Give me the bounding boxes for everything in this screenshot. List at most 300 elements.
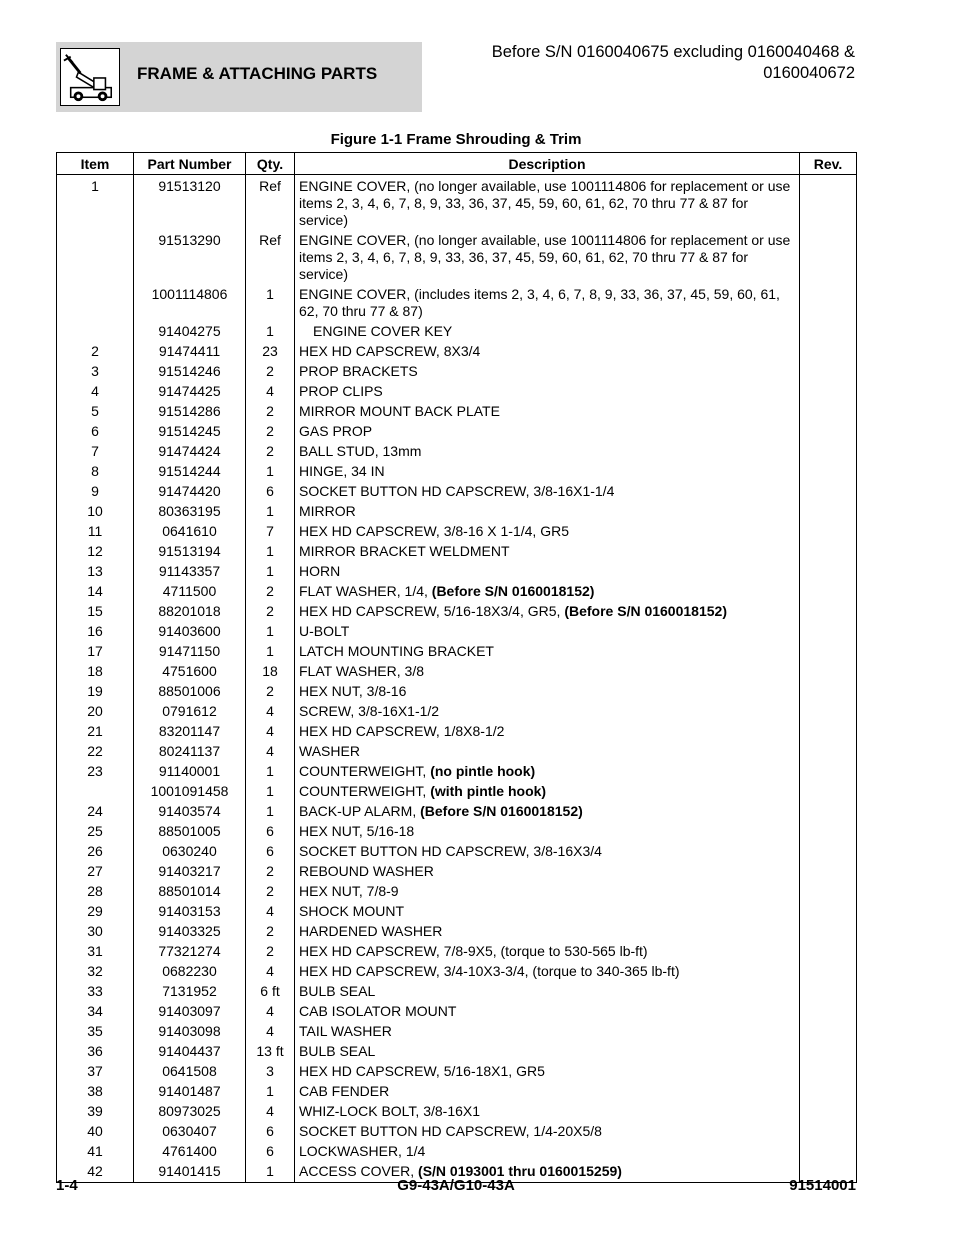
description-cell [295,761,800,781]
description-text: ENGINE COVER, (includes items 2, 3, 4, 6, 7, 8, 9, 33, 36, 37, 45, 59, 60, 61, 62, 70 thru 77 & 87) [299,286,780,319]
rev-cell [800,401,857,421]
table-row [57,741,857,761]
qty-cell: 4 [246,961,295,981]
item-cell: 37 [57,1061,134,1081]
part-number-cell: 91403325 [134,921,246,941]
description-text: LOCKWASHER, 1/4 [299,1143,426,1159]
table-row [57,981,857,1001]
rev-cell [800,481,857,501]
description-cell [295,230,800,284]
table-row [57,721,857,741]
part-number-cell: 91143357 [134,561,246,581]
item-cell: 34 [57,1001,134,1021]
item-cell: 1 [57,175,134,231]
rev-cell [800,841,857,861]
rev-cell [800,230,857,284]
qty-cell: 7 [246,521,295,541]
part-number-cell: 91140001 [134,761,246,781]
qty-cell: 1 [246,461,295,481]
description-text: CAB FENDER [299,1083,390,1099]
item-cell: 2 [57,341,134,361]
description-text: U-BOLT [299,623,350,639]
description-cell [295,961,800,981]
part-number-cell: 91403098 [134,1021,246,1041]
description-text: ENGINE COVER, (no longer available, use 1001114806 for replacement or use items 2, 3, 4, 6, 7, 8, 9, 33, 36, 37, 45, 59, 60, 61, 62, 70 thru 77 & 87 for service) [299,232,791,282]
rev-cell [800,781,857,801]
rev-cell [800,461,857,481]
serial-note-line1: Before S/N 0160040675 excluding 0160040468 & [491,43,855,61]
description-text: FLAT WASHER, 3/8 [299,663,424,679]
table-row [57,581,857,601]
rev-cell [800,321,857,341]
item-cell: 20 [57,701,134,721]
part-number-cell: 7131952 [134,981,246,1001]
table-row [57,284,857,321]
qty-cell: 4 [246,1001,295,1021]
description-cell [295,681,800,701]
description-text: SOCKET BUTTON HD CAPSCREW, 3/8-16X3/4 [299,843,602,859]
description-text: MIRROR [299,503,356,519]
qty-cell: 1 [246,641,295,661]
item-cell: 8 [57,461,134,481]
description-text: HEX NUT, 5/16-18 [299,823,415,839]
description-cell [295,401,800,421]
part-number-cell: 91403217 [134,861,246,881]
rev-cell [800,1041,857,1061]
table-row [57,1041,857,1061]
qty-cell: 3 [246,1061,295,1081]
rev-cell [800,581,857,601]
qty-cell: 2 [246,601,295,621]
description-text: ENGINE COVER KEY [313,323,453,339]
qty-cell: 2 [246,861,295,881]
description-text: BULB SEAL [299,1043,376,1059]
qty-cell: Ref [246,175,295,231]
item-cell: 28 [57,881,134,901]
item-cell: 30 [57,921,134,941]
part-number-cell: 0641508 [134,1061,246,1081]
qty-cell: 4 [246,721,295,741]
table-row [57,1061,857,1081]
description-text: SOCKET BUTTON HD CAPSCREW, 1/4-20X5/8 [299,1123,602,1139]
section-title: FRAME & ATTACHING PARTS [137,64,378,83]
rev-cell [800,661,857,681]
item-cell: 10 [57,501,134,521]
part-number-cell: 91514244 [134,461,246,481]
item-cell: 26 [57,841,134,861]
description-serial-note: (Before S/N 0160018152) [431,583,595,599]
table-row [57,441,857,461]
item-cell: 29 [57,901,134,921]
qty-cell: 4 [246,701,295,721]
description-cell [295,1001,800,1021]
rev-cell [800,441,857,461]
description-serial-note: (S/N 0193001 thru 0160015259) [418,1163,622,1179]
description-cell [295,481,800,501]
figure-title: Figure 1-1 Frame Shrouding & Trim [330,131,582,148]
description-text: HEX NUT, 3/8-16 [299,683,407,699]
item-cell: 3 [57,361,134,381]
item-cell [57,230,134,284]
model-label: G9-43A/G10-43A [397,1177,515,1194]
rev-cell [800,681,857,701]
item-cell: 6 [57,421,134,441]
description-text: MIRROR MOUNT BACK PLATE [299,403,500,419]
table-row [57,1021,857,1041]
rev-cell [800,821,857,841]
item-cell [57,284,134,321]
part-number-cell: 91403153 [134,901,246,921]
part-number-cell: 91403097 [134,1001,246,1021]
part-number-cell: 88501005 [134,821,246,841]
description-text: HEX HD CAPSCREW, 3/4-10X3-3/4, (torque to 340-365 lb-ft) [299,963,680,979]
description-text: CAB ISOLATOR MOUNT [299,1003,457,1019]
rev-cell [800,1121,857,1141]
description-cell [295,1061,800,1081]
description-cell [295,621,800,641]
part-number-cell: 88501006 [134,681,246,701]
table-row [57,821,857,841]
table-row [57,501,857,521]
item-cell: 11 [57,521,134,541]
qty-cell: 4 [246,1021,295,1041]
description-cell [295,741,800,761]
item-cell: 23 [57,761,134,781]
description-text: REBOUND WASHER [299,863,434,879]
rev-cell [800,761,857,781]
table-row [57,1121,857,1141]
part-number-cell: 80363195 [134,501,246,521]
qty-cell: 2 [246,401,295,421]
description-text: SHOCK MOUNT [299,903,404,919]
column-header-qty: Qty. [246,153,295,175]
qty-cell: 4 [246,1101,295,1121]
part-number-cell: 91404437 [134,1041,246,1061]
item-cell: 42 [57,1161,134,1183]
description-serial-note: (Before S/N 0160018152) [564,603,727,619]
description-cell [295,341,800,361]
part-number-cell: 1001091458 [134,781,246,801]
rev-cell [800,341,857,361]
page-number: 1-4 [56,1177,78,1194]
description-text: LATCH MOUNTING BRACKET [299,643,494,659]
qty-cell: 1 [246,501,295,521]
qty-cell: 1 [246,1081,295,1101]
item-cell: 33 [57,981,134,1001]
description-text: COUNTERWEIGHT, [299,763,431,779]
description-cell [295,521,800,541]
table-row [57,681,857,701]
qty-cell: 2 [246,921,295,941]
rev-cell [800,801,857,821]
table-row [57,881,857,901]
item-cell: 38 [57,1081,134,1101]
item-cell: 4 [57,381,134,401]
rev-cell [800,361,857,381]
table-row [57,321,857,341]
description-cell [295,701,800,721]
part-number-cell: 91514245 [134,421,246,441]
qty-cell: 1 [246,801,295,821]
rev-cell [800,981,857,1001]
part-number-cell: 0630407 [134,1121,246,1141]
description-text: ACCESS COVER, [299,1163,419,1179]
rev-cell [800,561,857,581]
qty-cell: 1 [246,541,295,561]
serial-note-line2: 0160040672 [763,64,855,82]
table-row [57,461,857,481]
column-header-rev: Rev. [800,153,857,175]
table-row [57,641,857,661]
qty-cell: 6 [246,1121,295,1141]
serial-note [425,42,855,84]
table-header-row [57,153,857,175]
description-cell [295,721,800,741]
part-number-cell: 91404275 [134,321,246,341]
item-cell: 24 [57,801,134,821]
qty-cell: 4 [246,741,295,761]
description-cell [295,661,800,681]
description-cell [295,641,800,661]
description-cell [295,421,800,441]
part-number-cell: 91474424 [134,441,246,461]
description-cell [295,1041,800,1061]
table-row [57,901,857,921]
part-number-cell: 91474420 [134,481,246,501]
item-cell: 22 [57,741,134,761]
rev-cell [800,1061,857,1081]
description-cell [295,861,800,881]
description-text: HEX HD CAPSCREW, 3/8-16 X 1-1/4, GR5 [299,523,569,539]
description-cell [295,781,800,801]
item-cell: 25 [57,821,134,841]
table-row [57,661,857,681]
table-row [57,401,857,421]
item-cell: 36 [57,1041,134,1061]
table-row [57,841,857,861]
rev-cell [800,284,857,321]
description-cell [295,1101,800,1121]
rev-cell [800,721,857,741]
qty-cell: 2 [246,681,295,701]
item-cell: 31 [57,941,134,961]
item-cell: 21 [57,721,134,741]
description-text: BALL STUD, 13mm [299,443,422,459]
description-text: HEX NUT, 7/8-9 [299,883,399,899]
qty-cell: 1 [246,781,295,801]
part-number-cell: 91401415 [134,1161,246,1183]
item-cell [57,321,134,341]
rev-cell [800,641,857,661]
telehandler-icon [60,48,120,106]
rev-cell [800,175,857,231]
rev-cell [800,541,857,561]
qty-cell: 4 [246,381,295,401]
part-number-cell: 91514246 [134,361,246,381]
qty-cell: 6 ft [246,981,295,1001]
description-cell [295,601,800,621]
table-row [57,341,857,361]
item-cell: 7 [57,441,134,461]
item-cell: 35 [57,1021,134,1041]
part-number-cell: 91513194 [134,541,246,561]
qty-cell: 1 [246,561,295,581]
description-cell [295,581,800,601]
table-row [57,621,857,641]
description-cell [295,284,800,321]
rev-cell [800,501,857,521]
qty-cell: 2 [246,421,295,441]
part-number-cell: 4711500 [134,581,246,601]
table-row [57,701,857,721]
item-cell [57,781,134,801]
description-cell [295,561,800,581]
part-number-cell: 1001114806 [134,284,246,321]
item-cell: 14 [57,581,134,601]
description-text: HEX HD CAPSCREW, 5/16-18X3/4, GR5, [299,603,565,619]
part-number-cell: 91513120 [134,175,246,231]
qty-cell: 18 [246,661,295,681]
qty-cell: 1 [246,621,295,641]
description-text: HEX HD CAPSCREW, 5/16-18X1, GR5 [299,1063,545,1079]
description-cell [295,921,800,941]
part-number-cell: 77321274 [134,941,246,961]
rev-cell [800,701,857,721]
part-number-cell: 91513290 [134,230,246,284]
description-text: HARDENED WASHER [299,923,443,939]
description-cell [295,501,800,521]
part-number-cell: 88201018 [134,601,246,621]
description-text: BULB SEAL [299,983,376,999]
item-cell: 13 [57,561,134,581]
description-cell [295,901,800,921]
rev-cell [800,881,857,901]
description-cell [295,981,800,1001]
table-row [57,561,857,581]
part-number-cell: 91514286 [134,401,246,421]
part-number-cell: 91474425 [134,381,246,401]
rev-cell [800,861,857,881]
description-text: SCREW, 3/8-16X1-1/2 [299,703,440,719]
description-serial-note: (with pintle hook) [430,783,547,799]
table-row [57,961,857,981]
rev-cell [800,1021,857,1041]
description-text: FLAT WASHER, 1/4, [299,583,432,599]
rev-cell [800,601,857,621]
page-footer [56,1177,856,1197]
qty-cell: Ref [246,230,295,284]
table-row [57,861,857,881]
description-text: SOCKET BUTTON HD CAPSCREW, 3/8-16X1-1/4 [299,483,615,499]
table-row [57,541,857,561]
description-cell [295,881,800,901]
rev-cell [800,941,857,961]
description-cell [295,381,800,401]
parts-table [56,152,857,1183]
column-header-description: Description [295,153,800,175]
table-row [57,1001,857,1021]
item-cell: 16 [57,621,134,641]
qty-cell: 2 [246,361,295,381]
table-row [57,801,857,821]
rev-cell [800,1141,857,1161]
qty-cell: 1 [246,761,295,781]
table-row [57,381,857,401]
item-cell: 5 [57,401,134,421]
doc-number: 91514001 [789,1177,856,1194]
table-row [57,1081,857,1101]
qty-cell: 23 [246,341,295,361]
description-text: HORN [299,563,341,579]
qty-cell: 6 [246,841,295,861]
description-cell [295,1021,800,1041]
part-number-cell: 80973025 [134,1101,246,1121]
description-text: HEX HD CAPSCREW, 8X3/4 [299,343,481,359]
table-row [57,521,857,541]
description-serial-note: (Before S/N 0160018152) [420,803,583,819]
column-header-part-number: Part Number [134,153,246,175]
item-cell: 17 [57,641,134,661]
description-text: HEX HD CAPSCREW, 1/8X8-1/2 [299,723,505,739]
part-number-cell: 91471150 [134,641,246,661]
table-row [57,175,857,231]
parts-table-body [57,175,857,1183]
qty-cell: 6 [246,481,295,501]
qty-cell: 6 [246,821,295,841]
part-number-cell: 91401487 [134,1081,246,1101]
description-serial-note: (no pintle hook) [430,763,536,779]
part-number-cell: 80241137 [134,741,246,761]
description-cell [295,801,800,821]
description-text: HINGE, 34 IN [299,463,385,479]
item-cell: 39 [57,1101,134,1121]
description-text: COUNTERWEIGHT, [299,783,431,799]
rev-cell [800,621,857,641]
table-row [57,481,857,501]
table-row [57,781,857,801]
qty-cell: 2 [246,881,295,901]
item-cell: 9 [57,481,134,501]
qty-cell: 1 [246,284,295,321]
table-row [57,230,857,284]
description-cell [295,461,800,481]
table-row [57,941,857,961]
rev-cell [800,901,857,921]
description-cell [295,841,800,861]
description-cell [295,441,800,461]
rev-cell [800,521,857,541]
part-number-cell: 91403600 [134,621,246,641]
rev-cell [800,921,857,941]
qty-cell: 2 [246,941,295,961]
description-text: PROP CLIPS [299,383,383,399]
description-text: HEX HD CAPSCREW, 7/8-9X5, (torque to 530-565 lb-ft) [299,943,648,959]
table-row [57,921,857,941]
description-text: GAS PROP [299,423,373,439]
qty-cell: 1 [246,1161,295,1183]
qty-cell: 4 [246,901,295,921]
description-cell [295,1121,800,1141]
item-cell: 12 [57,541,134,561]
part-number-cell: 4761400 [134,1141,246,1161]
description-cell [295,941,800,961]
description-text: WHIZ-LOCK BOLT, 3/8-16X1 [299,1103,481,1119]
rev-cell [800,961,857,981]
table-row [57,421,857,441]
rev-cell [800,381,857,401]
part-number-cell: 83201147 [134,721,246,741]
description-text: ENGINE COVER, (no longer available, use 1001114806 for replacement or use items 2, 3, 4, 6, 7, 8, 9, 33, 36, 37, 45, 59, 60, 61, 62, 70 thru 77 & 87 for service) [299,178,791,228]
